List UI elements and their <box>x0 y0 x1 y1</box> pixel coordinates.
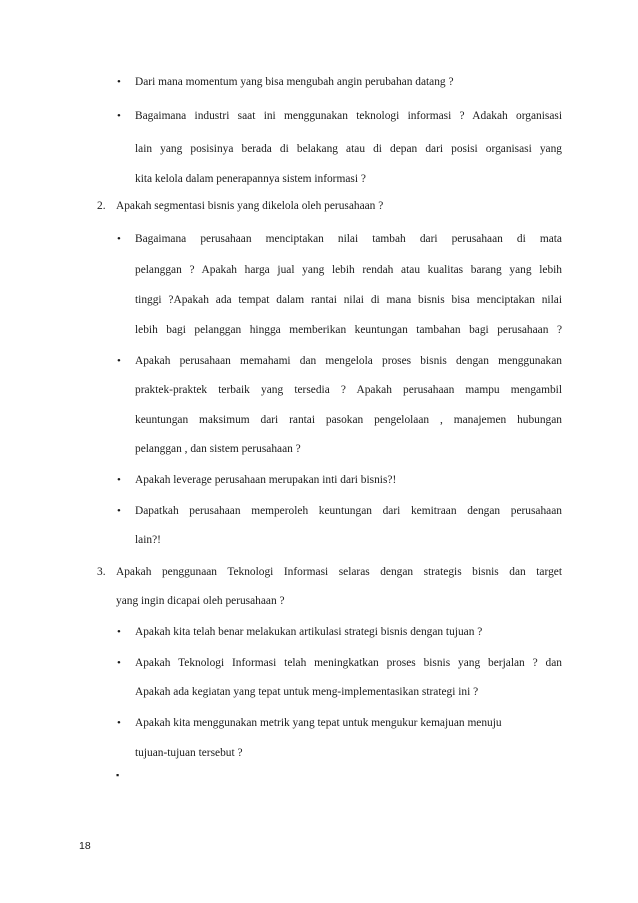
bullet-text: pelanggan , dan sistem perusahaan ? <box>135 443 301 455</box>
bullet-marker: • <box>117 505 121 517</box>
list-number: 3. <box>97 566 106 578</box>
bullet-text: keuntungan maksimum dari rantai pasokan pengelolaan , manajemen hubungan <box>135 414 562 426</box>
numbered-item-text: yang ingin dicapai oleh perusahaan ? <box>116 595 285 607</box>
bullet-text: Dapatkah perusahaan memperoleh keuntungan dari kemitraan dengan perusahaan <box>135 505 562 517</box>
bullet-text: Apakah leverage perusahaan merupakan inti dari bisnis?! <box>135 474 397 486</box>
bullet-text: Apakah Teknologi Informasi telah meningkatkan proses bisnis yang berjalan ? dan <box>135 657 562 669</box>
bullet-text: Apakah perusahaan memahami dan mengelola proses bisnis dengan menggunakan <box>135 355 562 367</box>
bullet-marker: • <box>117 474 121 486</box>
bullet-marker: • <box>117 110 121 122</box>
bullet-marker: • <box>117 355 121 367</box>
bullet-text: tujuan-tujuan tersebut ? <box>135 747 243 759</box>
bullet-marker: • <box>117 626 121 638</box>
bullet-text: praktek-praktek terbaik yang tersedia ? Apakah perusahaan mampu mengambil <box>135 384 562 396</box>
numbered-item-text: Apakah segmentasi bisnis yang dikelola oleh perusahaan ? <box>116 200 384 212</box>
bullet-text: lain yang posisinya berada di belakang atau di depan dari posisi organisasi yang <box>135 143 562 155</box>
bullet-marker: • <box>117 233 121 245</box>
bullet-text: lain?! <box>135 534 161 546</box>
bullet-text: Bagaimana perusahaan menciptakan nilai tambah dari perusahaan di mata <box>135 233 562 245</box>
bullet-text: lebih bagi pelanggan hingga memberikan keuntungan tambahan bagi perusahaan ? <box>135 324 562 336</box>
bullet-text: Apakah kita telah benar melakukan artikulasi strategi bisnis dengan tujuan ? <box>135 626 483 638</box>
bullet-marker: • <box>117 76 121 88</box>
bullet-text: Bagaimana industri saat ini menggunakan teknologi informasi ? Adakah organisasi <box>135 110 562 122</box>
page-number: 18 <box>79 840 91 852</box>
numbered-item-text: Apakah penggunaan Teknologi Informasi selaras dengan strategis bisnis dan target <box>116 566 562 578</box>
bullet-text: Apakah ada kegiatan yang tepat untuk meng-implementasikan strategi ini ? <box>135 686 479 698</box>
bullet-text: Dari mana momentum yang bisa mengubah angin perubahan datang ? <box>135 76 454 88</box>
bullet-text: tinggi ?Apakah ada tempat dalam rantai nilai di mana bisnis bisa menciptakan nilai <box>135 294 562 306</box>
bullet-text: pelanggan ? Apakah harga jual yang lebih rendah atau kualitas barang yang lebih <box>135 264 562 276</box>
bullet-marker: • <box>117 657 121 669</box>
bullet-marker: • <box>117 717 121 729</box>
list-number: 2. <box>97 200 106 212</box>
bullet-text: kita kelola dalam penerapannya sistem informasi ? <box>135 173 366 185</box>
bullet-marker: ▪ <box>116 770 120 780</box>
bullet-text: Apakah kita menggunakan metrik yang tepat untuk mengukur kemajuan menuju <box>135 717 502 729</box>
